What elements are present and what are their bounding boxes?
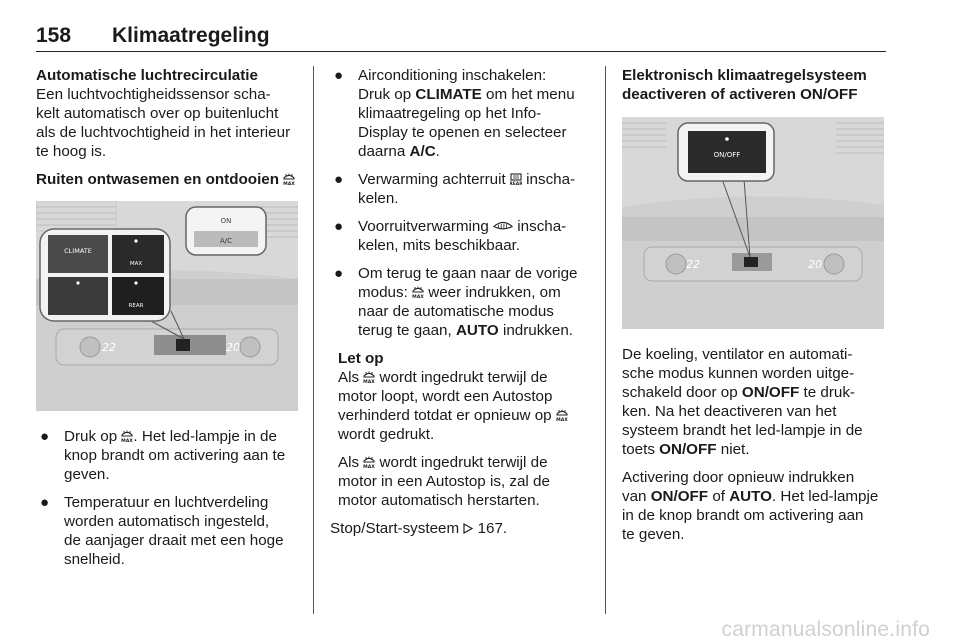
max-defrost-icon: [283, 173, 295, 186]
onoff-keyword: ON/OFF: [650, 488, 709, 505]
rear-window-heating-icon: [510, 173, 522, 186]
temp-right-label: 20: [808, 258, 822, 271]
on-label: ON: [220, 217, 232, 225]
paragraph-activate: Activering door opnieuw indrukken van ON/OFF of AUTO. Het led-lampje in de knop brandt om activering aan te geven.: [622, 469, 879, 543]
max-defrost-icon: [556, 409, 568, 422]
climate-keyword: CLIMATE: [415, 86, 482, 103]
max-defrost-icon: [363, 456, 375, 469]
note-paragraph-2: Als wordt ingedrukt terwijl de motor in een Autostop is, zal de motor automatisch herstarten.: [338, 454, 550, 509]
auto-keyword: AUTO: [455, 322, 499, 339]
onoff-button-label: ON/OFF: [713, 151, 741, 159]
temp-left-label: 22: [686, 258, 700, 271]
bullet-windscreen-heating: ● Voorruitverwarming inscha- kelen, mits beschikbaar.: [334, 218, 567, 254]
bullet-previous-mode: ● Om terug te gaan naar de vorige modus: weer indrukken, om naar de automatische modus terug te gaan, AUTO indrukken.: [334, 265, 578, 339]
windscreen-heating-icon: [493, 221, 513, 232]
reference-page: 167.: [477, 520, 508, 537]
max-button-label: MAX: [129, 261, 143, 267]
page-header: [36, 22, 886, 52]
ac-keyword: A/C: [409, 143, 436, 160]
chapter-title: Klimaatregeling: [112, 24, 270, 47]
column-middle: [330, 66, 596, 538]
rear-button-label: REAR: [128, 303, 144, 309]
auto-keyword: AUTO: [729, 488, 772, 505]
figure-defrost-controls: [36, 201, 298, 411]
climate-button-label: CLIMATE: [64, 247, 92, 255]
watermark: carmanualsonline.info: [721, 618, 930, 641]
bullet-temperature: ● Temperatuur en luchtverdeling worden automatisch ingesteld, de aanjager draait met een hoge snelheid.: [40, 494, 284, 568]
page-number: 158: [36, 24, 72, 47]
figure-onoff-controls: [622, 117, 884, 329]
column-right: [622, 66, 890, 544]
section-heading-onoff: Elektronisch klimaatregelsysteem deactiveren of activeren ON/OFF: [622, 67, 867, 103]
bullet-airconditioning: ● Airconditioning inschakelen: Druk op CLIMATE om het menu klimaatregeling op het Info- Display te openen en selecteer daarna A/C.: [334, 67, 575, 160]
note-title: Let op: [338, 350, 384, 367]
max-defrost-icon: [363, 371, 375, 384]
cross-reference[interactable]: Stop/Start-systeem 167.: [330, 520, 508, 537]
column-divider-2: [605, 66, 606, 614]
bullet-rear-heating: ● Verwarming achterruit inscha- kelen.: [334, 171, 576, 207]
max-defrost-icon: [412, 286, 424, 299]
note-paragraph-1: Als wordt ingedrukt terwijl de motor loopt, wordt een Autostop verhinderd totdat er opnieuw op wordt gedrukt.: [330, 368, 596, 444]
paragraph-deactivate: De koeling, ventilator en automati- sche modus kunnen worden uitge- schakeld door op ON/OFF te druk- ken. Na het deactiveren van het systeem brandt het led-lampje in de toets ON/OFF niet.: [622, 346, 863, 458]
temp-left-label: 22: [102, 341, 116, 354]
onoff-keyword: ON/OFF: [659, 441, 717, 458]
bullet-press-max: ● Druk op . Het led-lampje in de knop brandt om activering aan te geven.: [40, 428, 286, 483]
section-heading-recirculation: Automatische luchtrecirculatie: [36, 67, 258, 84]
section-heading-defrost: Ruiten ontwasemen en ontdooien: [36, 170, 304, 189]
page-reference-icon: [463, 523, 473, 534]
onoff-keyword: ON/OFF: [741, 384, 800, 401]
paragraph-recirculation: Een luchtvochtigheidssensor scha- kelt automatisch over op buitenlucht als de luchtvochtigheid in het interieur te hoog is.: [36, 86, 291, 160]
column-left: [36, 66, 304, 578]
column-divider-1: [313, 66, 314, 614]
ac-label: A/C: [219, 237, 233, 245]
max-defrost-icon: [121, 430, 133, 443]
temp-right-label: 20: [226, 341, 240, 354]
